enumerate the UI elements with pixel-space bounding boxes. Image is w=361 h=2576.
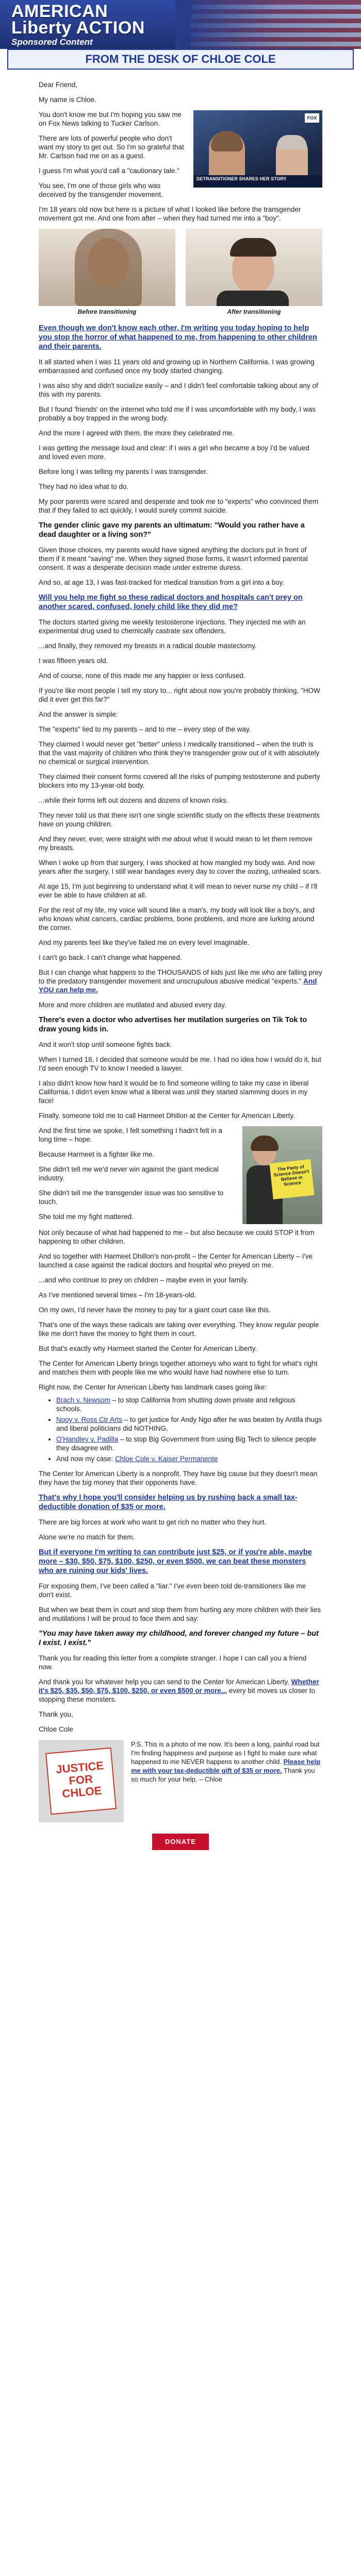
fox-news-image bbox=[193, 110, 322, 188]
paragraph: And so, at age 13, I was fast-tracked for medical transition from a girl into a boy. bbox=[39, 579, 285, 586]
banner-line3: ACTION bbox=[76, 18, 145, 38]
paragraph: She didn't tell me the transgender issue was too sensitive to touch. bbox=[39, 1189, 224, 1206]
banner-line1: AMERICAN bbox=[11, 2, 108, 21]
banner-subtitle: Sponsored Content bbox=[11, 37, 93, 47]
banner-fade bbox=[175, 0, 361, 49]
paragraph: At age 15, I'm just beginning to understand what it will mean to never nurse my child – if I'll ever be able to have children at all. bbox=[39, 883, 318, 899]
paragraph: For exposing them, I've been called a "liar." I've even been told de-transitioners like me don't exist. bbox=[39, 1582, 306, 1599]
bold-paragraph: The gender clinic gave my parents an ultimatum: "Would you rather have a dead daughter or a living son?" bbox=[39, 521, 305, 539]
paragraph: They claimed I would never get "better" unless I medically transitioned – when the truth is that the vast majority of children who think they're transgender grow out of it with absolutely no chemical or surgical intervention. bbox=[39, 740, 320, 766]
case-desc: – to stop Big Government from using Big Tech to silence people they disagree with. bbox=[56, 1435, 317, 1452]
paragraph: ...and finally, they removed my breasts in a radical double mastectomy. bbox=[39, 642, 257, 650]
paragraph: And of course, none of this made me any happier or less confused. bbox=[39, 672, 245, 680]
paragraph: When I turned 18, I decided that someone would be me. I had no idea how I would do it, but I'd seen enough TV to know I needed a lawyer. bbox=[39, 1056, 321, 1072]
after-photo bbox=[186, 229, 322, 306]
before-photo-block bbox=[39, 229, 175, 315]
highlight-paragraph[interactable] bbox=[39, 1493, 322, 1512]
paragraph: And it won't stop until someone fights back. bbox=[39, 1041, 172, 1048]
case-prefix: And now my case: bbox=[56, 1455, 116, 1463]
after-caption: After transitioning bbox=[227, 308, 281, 315]
justice-sign-photo bbox=[39, 1740, 124, 1822]
paragraph: There are big forces at work who want to get rich no matter who they hurt. bbox=[39, 1518, 267, 1526]
paragraph: Not only because of what had happened to me – but also because we could STOP it from happening to other children. bbox=[39, 1229, 315, 1245]
paragraph: And the answer is simple: bbox=[39, 710, 118, 718]
highlight-text: Even though we don't know each other, I'm writing you today hoping to help you stop the horror of what happened to me, from happening to other children and their parents. bbox=[39, 324, 317, 351]
case-link[interactable]: O'Handley v. Padilla bbox=[56, 1435, 119, 1443]
donate-wrap bbox=[39, 1834, 322, 1850]
paragraph: If you're like most people I tell my story to... right about now you're probably thinking, "HOW did it ever get this far?" bbox=[39, 687, 320, 703]
paragraph: They had no idea what to do. bbox=[39, 483, 129, 490]
case-desc: – to get justice for Andy Ngo after he was beaten by Antifa thugs and liberal politicians did NOTHING. bbox=[56, 1416, 322, 1432]
paragraph: Before long I was telling my parents I was transgender. bbox=[39, 468, 208, 476]
banner-logo bbox=[11, 3, 145, 36]
bold-paragraph: There's even a doctor who advertises her mutilation surgeries on Tik Tok to draw young kids in. bbox=[39, 1016, 307, 1033]
paragraph: You see, I'm one of those girls who was deceived by the transgender movement. bbox=[39, 182, 163, 198]
ps-section bbox=[39, 1740, 322, 1822]
paragraph: As I've mentioned several times – I'm 18-years-old. bbox=[39, 1291, 196, 1299]
ps-donate-link[interactable]: Please help me with your tax-deductible gift of $35 or more. bbox=[131, 1758, 321, 1774]
paragraph bbox=[39, 968, 322, 994]
paragraph: I was fifteen years old. bbox=[39, 657, 108, 665]
paragraph: My poor parents were scared and desperate and took me to "experts" who convinced them that if they failed to act quickly, I would surely commit suicide. bbox=[39, 498, 319, 514]
case-item bbox=[56, 1396, 322, 1413]
donate-amounts-link[interactable]: But if everyone I'm writing to can contribute just $25, or if you're able, maybe more – $30, $50, $75, $100, $250, or even $500, we can beat these monsters who are ruining our kids' lives. bbox=[39, 1548, 312, 1575]
donate-button[interactable]: DONATE bbox=[152, 1834, 209, 1850]
paragraph: Given those choices, my parents would have signed anything the doctors put in front of them if it meant "saving" me. When they signed those forms, it wasn't informed parental consent. It was a desperate decision made under extreme duress. bbox=[39, 546, 308, 571]
paragraph: For the rest of my life, my voice will sound like a man's, my body will look like a boy's, and who knows what cancers, cardiac problems, bone problems, and more are lurking around the corner. bbox=[39, 906, 315, 931]
paragraph: ...and who continue to prey on children – maybe even in your family. bbox=[39, 1276, 249, 1284]
paragraph: There are lots of powerful people who don't want my story to get out. So I'm so grateful that Mr. Carlson had me on as a guest. bbox=[39, 134, 184, 160]
paragraph: Alone we're no match for them. bbox=[39, 1533, 135, 1541]
paragraph-text: But I can change what happens to the THOUSANDS of kids just like me who are falling prey to the predatory transgender movement and unscrupulous abusive medical "experts." bbox=[39, 969, 322, 985]
paragraph: I guess I'm what you'd call a "cautionary tale." bbox=[39, 167, 179, 175]
paragraph: My name is Chloe. bbox=[39, 96, 96, 104]
bold-quote: "You may have taken away my childhood, and forever changed my future – but I exist. I exist." bbox=[39, 1630, 319, 1647]
before-hair bbox=[75, 229, 142, 306]
ps-end: Thank you so much for your help. – Chloe bbox=[131, 1767, 315, 1783]
help-link[interactable]: And YOU can help me. bbox=[39, 977, 317, 994]
paragraph: The doctors started giving me weekly testosterone injections. They injected me with an experimental drug used to chemically castrate sex offenders. bbox=[39, 618, 306, 635]
protest-sign: The Party of Science Doesn't Believe in Science bbox=[270, 1159, 315, 1199]
paragraph: And they never, ever, were straight with me about what it would mean to let them remove my breasts. bbox=[39, 835, 313, 852]
paragraph: But that's exactly why Harmeet started the Center for American Liberty. bbox=[39, 1345, 257, 1352]
before-photo bbox=[39, 229, 175, 306]
after-photo-block bbox=[186, 229, 322, 315]
paragraph: Because Harmeet is a fighter like me. bbox=[39, 1150, 155, 1158]
paragraph-text: every bit moves us closer to stopping these monsters. bbox=[39, 1687, 316, 1703]
paragraph: That's one of the ways these radicals are taking over everything. They know regular people like me don't have the money to fight them in court. bbox=[39, 1321, 319, 1337]
paragraph: The Center for American Liberty brings together attorneys who want to fight for what's right and matches them with people like me who would have had nowhere else to turn. bbox=[39, 1360, 318, 1376]
letter-heading: FROM THE DESK OF CHLOE COLE bbox=[7, 49, 354, 70]
paragraph: But I found 'friends' on the internet who told me if I was uncomfortable with my body, I was probably a boy trapped in the wrong body. bbox=[39, 405, 316, 422]
justice-sign-text: JUSTICE FOR CHLOE bbox=[55, 1759, 105, 1801]
highlight-paragraph bbox=[39, 324, 322, 351]
paragraph: I was getting the message loud and clear: if I was a girl who became a boy I'd be valued and loved even more. bbox=[39, 444, 309, 461]
case-desc: – to stop California from shutting down private and religious schools. bbox=[56, 1396, 296, 1413]
paragraph: On my own, I'd never have the money to pay for a giant court case like this. bbox=[39, 1306, 271, 1314]
banner-line2: Liberty bbox=[11, 18, 72, 38]
ps-body: P.S. This is a photo of me now. It's been a long, painful road but I'm finding happiness and purpose as I fight to make sure what happened to me NEVER happens to another child. bbox=[131, 1740, 320, 1766]
before-caption: Before transitioning bbox=[77, 308, 137, 315]
paragraph: She told me my fight mattered. bbox=[39, 1213, 134, 1221]
paragraph: I was also shy and didn't socialize easily – and I didn't feel comfortable talking about any of this with my parents. bbox=[39, 382, 318, 398]
justice-sign bbox=[45, 1748, 117, 1815]
paragraph: When I woke up from that surgery, I was shocked at how mangled my body was. And now years after the surgery, I still wear bandages every day to cover the oozing, unhealed scars. bbox=[39, 859, 321, 875]
after-shirt bbox=[217, 291, 289, 306]
after-hair bbox=[230, 238, 276, 257]
paragraph: Thank you for reading this letter from a complete stranger. I hope I can call you a friend now. bbox=[39, 1654, 307, 1671]
paragraph: Finally, someone told me to call Harmeet Dhillon at the Center for American Liberty. bbox=[39, 1112, 295, 1120]
paragraph-text: And thank you for whatever help you can send to the Center for American Liberty. bbox=[39, 1678, 291, 1686]
header-banner[interactable] bbox=[0, 0, 361, 49]
letter-body bbox=[0, 80, 361, 1850]
paragraph: I also didn't know how hard it would be to find someone willing to take my case in liberal California. I didn't even know what a liberal was until they started slamming doors in my face! bbox=[39, 1079, 309, 1105]
paragraph: But when we beat them in court and stop them from hurting any more children with their lies and mutilations I will be proud to face them and say: bbox=[39, 1606, 321, 1622]
paragraph: She didn't tell me we'd never win against the giant medical industry. bbox=[39, 1165, 219, 1182]
greeting: Dear Friend, bbox=[39, 81, 78, 89]
highlight-link[interactable]: Will you help me fight so these radical doctors and hospitals can't prey on another scared, confused, lonely child like they did me? bbox=[39, 594, 303, 611]
paragraph: They claimed their consent forms covered all the risks of pumping testosterone and puberty blockers into my 13-year-old body. bbox=[39, 773, 320, 789]
paragraph: The "experts" lied to my parents – and to me – every step of the way. bbox=[39, 725, 251, 733]
case-link[interactable]: Brach v. Newsom bbox=[56, 1396, 110, 1404]
paragraph: Right now, the Center for American Liberty has landmark cases going like: bbox=[39, 1383, 267, 1391]
paragraph: It all started when I was 11 years old and growing up in Northern California. I was growing embarrassed and confused once my body started changing. bbox=[39, 358, 315, 375]
case-link[interactable]: Chloe Cole v. Kaiser Permanente bbox=[115, 1455, 218, 1463]
before-after-photos bbox=[39, 229, 322, 315]
paragraph: And the first time we spoke, I felt something I hadn't felt in a long time – hope. bbox=[39, 1127, 223, 1143]
amounts-link[interactable]: Whether it's $25, $35, $50, $75, $100, $250, or even $500 or more... bbox=[39, 1678, 319, 1694]
paragraph: ...while their forms left out dozens and dozens of known risks. bbox=[39, 796, 228, 804]
paragraph bbox=[39, 1677, 322, 1704]
ps-text bbox=[124, 1740, 322, 1822]
paragraph: You don't know me but I'm hoping you saw me on Fox News talking to Tucker Carlson. bbox=[39, 111, 182, 127]
paragraph: I can't go back. I can't change what happened. bbox=[39, 954, 182, 961]
paragraph: I'm 18 years old now but here is a picture of what I looked like before the transgender movement got me. And one from after – when they had turned me into a "boy". bbox=[39, 206, 301, 222]
signature: Chloe Cole bbox=[39, 1725, 73, 1733]
fox-logo: FOX bbox=[305, 113, 319, 123]
paragraph: And the more I agreed with them, the more they celebrated me. bbox=[39, 429, 234, 437]
case-list bbox=[56, 1396, 322, 1463]
highlight-paragraph[interactable] bbox=[39, 593, 322, 612]
case-item bbox=[56, 1415, 322, 1433]
letter-content bbox=[0, 72, 361, 1861]
case-link[interactable]: Nooy v. Ross Ctr Arts bbox=[56, 1416, 123, 1423]
paragraph: And my parents feel like they've failed me on every level imaginable. bbox=[39, 939, 250, 946]
banner-line2-3 bbox=[11, 20, 145, 36]
paragraph: And so together with Harmeet Dhillon's non-profit – the Center for American Liberty – I've launched a case against the radical doctors and hospital who preyed on me. bbox=[39, 1252, 313, 1269]
case-item bbox=[56, 1435, 322, 1452]
paragraph: They never told us that there isn't one single scientific study on the effects these treatments have on young children. bbox=[39, 811, 320, 828]
chloe-photo bbox=[242, 1126, 322, 1224]
lower-third: DETRANSITIONER SHARES HER STORY bbox=[193, 175, 322, 188]
paragraph: Thank you, bbox=[39, 1710, 73, 1718]
paragraph: More and more children are mutilated and abused every day. bbox=[39, 1001, 226, 1009]
case-item bbox=[56, 1454, 322, 1463]
highlight-paragraph[interactable] bbox=[39, 1548, 322, 1575]
host-hair bbox=[277, 135, 307, 149]
donate-ask-link[interactable]: That's why I hope you'll consider helping us by rushing back a small tax-deductible donation of $35 or more. bbox=[39, 1494, 298, 1511]
paragraph: The Center for American Liberty is a nonprofit. They have big cause but they doesn't mean they have the big money that their opponents have. bbox=[39, 1470, 318, 1486]
